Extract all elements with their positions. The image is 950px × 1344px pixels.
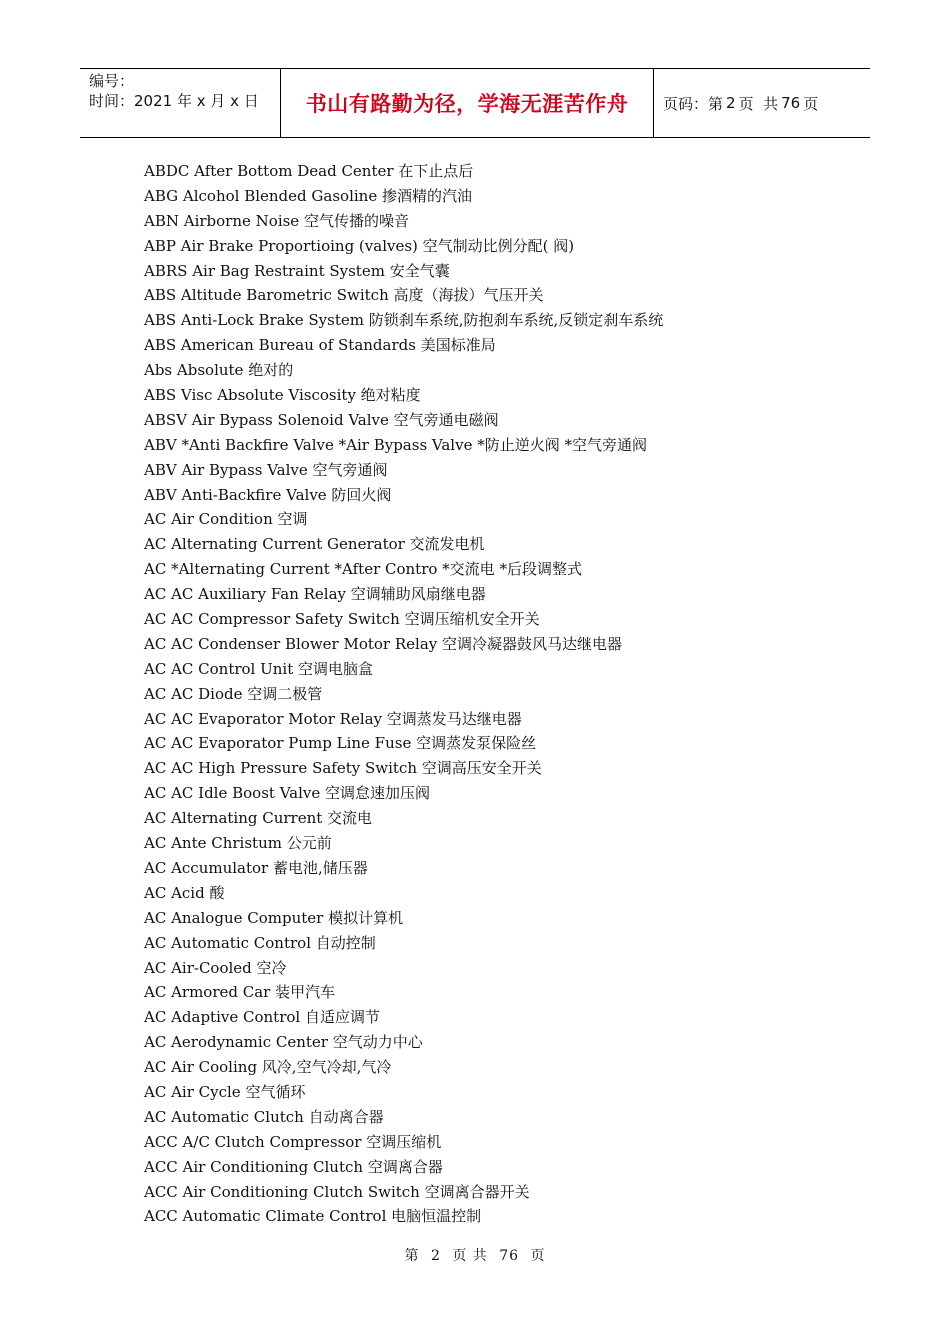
number-label: 编号：	[89, 72, 135, 90]
glossary-entry: ABRS Air Bag Restraint System 安全气囊	[144, 261, 450, 280]
glossary-entry: AC AC Compressor Safety Switch 空调压缩机安全开关	[144, 610, 540, 629]
glossary-entry: AC Alternating Current 交流电	[144, 809, 373, 828]
glossary-entry: ABDC After Bottom Dead Center 在下止点后	[144, 162, 474, 180]
footer-suffix: 页	[530, 1248, 546, 1264]
date-label: 时间：2021 年 x 月 x 日	[89, 92, 259, 110]
glossary-entry: ABG Alcohol Blended Gasoline 掺酒精的汽油	[144, 186, 472, 205]
glossary-entry: ACC Automatic Climate Control 电脑恒温控制	[144, 1207, 482, 1226]
glossary-entry: ACC Air Conditioning Clutch Switch 空调离合器开关	[144, 1182, 530, 1201]
glossary-entry: Abs Absolute 绝对的	[144, 361, 294, 380]
glossary-entry: ACC A/C Clutch Compressor 空调压缩机	[144, 1132, 442, 1151]
glossary-entry: AC AC Evaporator Motor Relay 空调蒸发马达继电器	[144, 709, 522, 728]
page-footer	[0, 1245, 950, 1265]
footer-total: 76	[499, 1248, 520, 1264]
page-prefix: 页码：第	[663, 94, 724, 113]
glossary-entry: AC Automatic Control 自动控制	[144, 933, 376, 952]
glossary-entry: AC Air-Cooled 空冷	[144, 958, 287, 977]
glossary-entry: AC AC Condenser Blower Motor Relay 空调冷凝器鼓风马达继电器	[144, 634, 623, 653]
glossary-entry: AC Air Cycle 空气循环	[144, 1082, 306, 1101]
glossary-entry: AC Analogue Computer 模拟计算机	[144, 908, 404, 927]
glossary-entry: AC Adaptive Control 自适应调节	[144, 1008, 380, 1027]
glossary-entry: ABV *Anti Backfire Valve *Air Bypass Valve *防止逆火阀 *空气旁通阀	[144, 435, 647, 454]
glossary-entry: AC Air Condition 空调	[144, 510, 308, 529]
glossary-entry: ABSV Air Bypass Solenoid Valve 空气旁通电磁阀	[144, 410, 499, 429]
header-table	[80, 68, 870, 138]
glossary-entry: AC Acid 酸	[144, 883, 225, 902]
glossary-entry: AC Accumulator 蓄电池,储压器	[144, 858, 368, 877]
header-page-cell	[654, 69, 870, 137]
glossary-entry: ABP Air Brake Proportioing (valves) 空气制动比例分配( 阀)	[144, 236, 575, 255]
footer-prefix: 第	[404, 1248, 420, 1264]
page-suffix: 页	[803, 94, 819, 113]
glossary-entry: ABS Altitude Barometric Switch 高度（海拔）气压开关	[144, 286, 544, 305]
glossary-entry: ABV Air Bypass Valve 空气旁通阀	[144, 460, 388, 479]
glossary-entry: ABV Anti-Backfire Valve 防回火阀	[144, 485, 392, 504]
footer-mid: 页 共	[452, 1248, 488, 1264]
glossary-entry: AC AC High Pressure Safety Switch 空调高压安全开关	[144, 759, 542, 778]
glossary-entry: AC *Alternating Current *After Contro *交流电 *后段调整式	[144, 560, 582, 579]
footer-current: 2	[430, 1248, 441, 1264]
page-total: 76	[781, 94, 801, 112]
page-current: 2	[726, 94, 736, 112]
glossary-entry: AC AC Evaporator Pump Line Fuse 空调蒸发泵保险丝	[144, 734, 537, 753]
glossary-entry: AC AC Idle Boost Valve 空调怠速加压阀	[144, 784, 431, 803]
glossary-entry: AC Alternating Current Generator 交流发电机	[144, 535, 485, 554]
page-mid: 页 共	[738, 94, 779, 113]
motto: 书山有路勤为径，学海无涯苦作舟	[305, 92, 629, 116]
glossary-list	[144, 159, 663, 1229]
glossary-entry: ABS Anti-Lock Brake System 防锁刹车系统,防抱刹车系统,反锁定刹车系统	[144, 311, 664, 330]
glossary-entry: ACC Air Conditioning Clutch 空调离合器	[144, 1157, 443, 1176]
glossary-entry: AC Automatic Clutch 自动离合器	[144, 1107, 384, 1126]
glossary-entry: ABN Airborne Noise 空气传播的噪音	[144, 211, 409, 230]
glossary-entry: AC Ante Christum 公元前	[144, 834, 332, 853]
glossary-entry: ABS Visc Absolute Viscosity 绝对粘度	[144, 386, 421, 405]
glossary-entry: ABS American Bureau of Standards 美国标准局	[144, 336, 496, 355]
header-meta-cell	[80, 69, 281, 137]
glossary-entry: AC AC Control Unit 空调电脑盒	[144, 659, 374, 678]
glossary-entry: AC Aerodynamic Center 空气动力中心	[144, 1033, 423, 1052]
glossary-entry: AC AC Diode 空调二极管	[144, 684, 323, 703]
glossary-entry: AC Air Cooling 风冷,空气冷却,气冷	[144, 1058, 392, 1077]
glossary-entry: AC Armored Car 装甲汽车	[144, 983, 336, 1002]
header-motto-cell	[281, 69, 654, 137]
glossary-entry: AC AC Auxiliary Fan Relay 空调辅助风扇继电器	[144, 585, 486, 604]
